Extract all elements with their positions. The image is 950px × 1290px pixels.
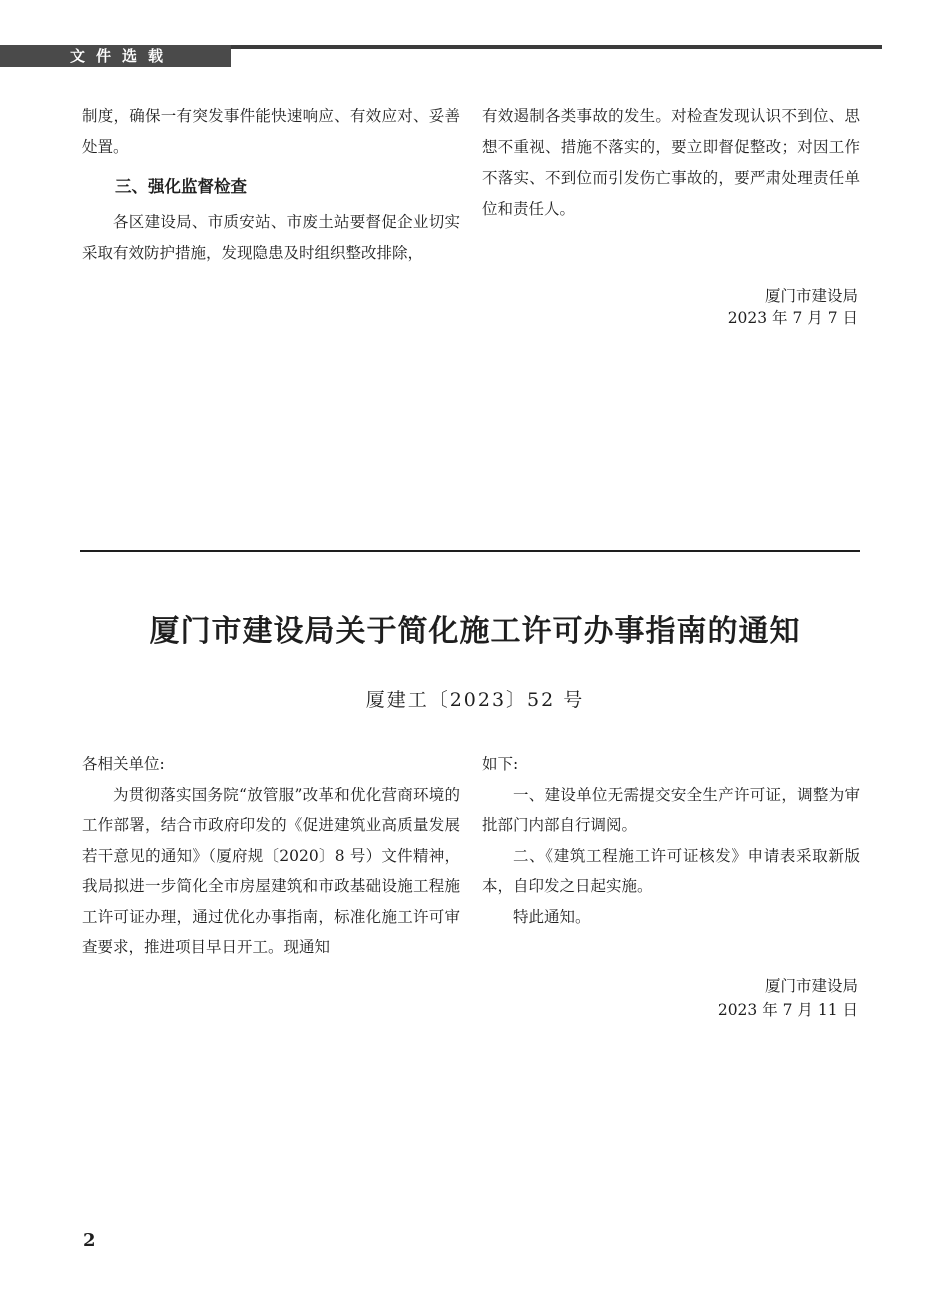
notice-para-1: 为贯彻落实国务院“放管服”改革和优化营商环境的工作部署，结合市政府印发的《促进建筑业高质量发展若干意见的通知》（厦府规〔2020〕8 号）文件精神，我局拟进一步简化全市房屋建筑和市政基础设施工程施工许可证办理，通过优化办事指南，标准化施工许可审查要求，推进项目早日开工。现通知 bbox=[82, 785, 460, 956]
notice-signature-date: 2023 年 7 月 11 日 bbox=[717, 1001, 858, 1019]
prev-right-para-1: 有效遏制各类事故的发生。对检查发现认识不到位、思想不重视、措施不落实的，要立即督促整改；对因工作不落实、不到位而引发伤亡事故的，要严肃处理责任单位和责任人。 bbox=[482, 107, 860, 218]
prev-signature bbox=[728, 285, 858, 329]
notice-title: 厦门市建设局关于简化施工许可办事指南的通知 bbox=[149, 614, 801, 649]
notice-item-2: 二、《建筑工程施工许可证核发》申请表采取新版本，自印发之日起实施。 bbox=[482, 846, 860, 895]
notice-right-column bbox=[482, 749, 860, 932]
prev-right-column bbox=[482, 101, 860, 225]
notice-lead: 如下: bbox=[482, 755, 519, 773]
prev-left-column bbox=[82, 101, 460, 269]
page-number: 2 bbox=[83, 1230, 96, 1251]
prev-left-para-1: 制度，确保一有突发事件能快速响应、有效应对、妥善处置。 bbox=[82, 107, 460, 156]
notice-salutation: 各相关单位: bbox=[82, 755, 165, 773]
section-divider bbox=[80, 550, 860, 552]
section-heading: 三、强化监督检查 bbox=[115, 177, 247, 196]
prev-left-para-2: 各区建设局、市质安站、市废土站要督促企业切实采取有效防护措施，发现隐患及时组织整改排除， bbox=[82, 213, 460, 262]
notice-closing: 特此通知。 bbox=[513, 907, 591, 926]
section-label: 文件选载 bbox=[70, 47, 175, 65]
notice-left-column bbox=[82, 749, 460, 963]
prev-signature-org: 厦门市建设局 bbox=[764, 287, 858, 305]
notice-signature bbox=[718, 974, 858, 1022]
prev-signature-date: 2023 年 7 月 7 日 bbox=[727, 309, 858, 327]
notice-signature-org: 厦门市建设局 bbox=[764, 977, 858, 995]
notice-doc-number: 厦建工〔2023〕52 号 bbox=[365, 689, 585, 711]
notice-item-1: 一、建设单位无需提交安全生产许可证，调整为审批部门内部自行调阅。 bbox=[482, 785, 860, 834]
header-rule bbox=[228, 45, 882, 49]
